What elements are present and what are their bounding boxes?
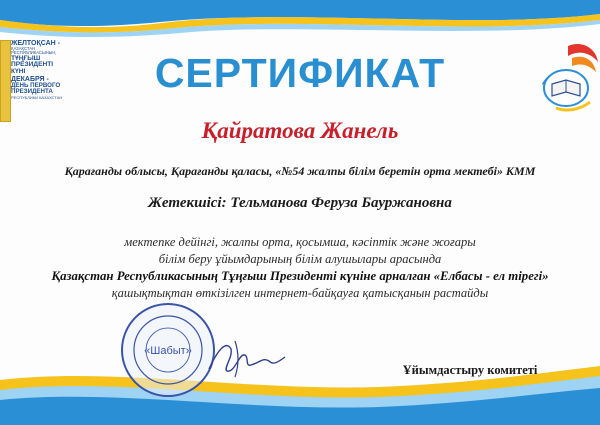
top-decorative-band: [0, 0, 600, 40]
certificate-body: [0, 234, 600, 302]
body-line-1: мектепке дейінгі, жалпы орта, қосымша, кәсіптік және жоғары: [124, 235, 476, 249]
body-line-3: Қазақстан Республикасының Тұңғыш Президенті күніне арналған «Елбасы - ел тірегі»: [51, 269, 549, 283]
signature: [205, 335, 295, 380]
logo-line-1: ЖЕЛТОҚСАН -: [11, 40, 60, 47]
organization-stamp: [118, 300, 218, 400]
recipient-name: Қайратова Жанель: [201, 118, 399, 143]
body-line-4: қашықтықтан өткізілген интернет-байқауға қатысқанын растайды: [111, 286, 489, 300]
logo-line-6: РЕСПУБЛИКИ КАЗАХСТАН: [11, 94, 63, 100]
logo-line-3: ТҰҢҒЫШ ПРЕЗИДЕНТІ КҮНІ: [11, 54, 54, 76]
logo-line-2: ҚАЗАҚСТАН РЕСПУБЛИКАСЫНЫҢ: [11, 46, 56, 56]
logo-line-4: ДЕКАБРЯ -: [11, 75, 49, 83]
stamp-center-text: «Шабыт»: [144, 345, 192, 357]
supervisor-line: Жетекшісі: Тельманова Феруза Бауржановна: [148, 195, 452, 211]
school-line: Қарағанды облысы, Қарағанды қаласы, «№54 жалпы білім беретін орта мектебі» КММ: [64, 164, 536, 178]
body-line-2: білім беру ұйымдарының білім алушылары арасында: [158, 252, 442, 266]
certificate-title: СЕРТИФИКАТ: [154, 50, 446, 96]
logo-line-5: ДЕНЬ ПЕРВОГО ПРЕЗИДЕНТА: [11, 81, 61, 96]
organizing-committee-label: Ұйымдастыру комитеті: [402, 363, 538, 377]
